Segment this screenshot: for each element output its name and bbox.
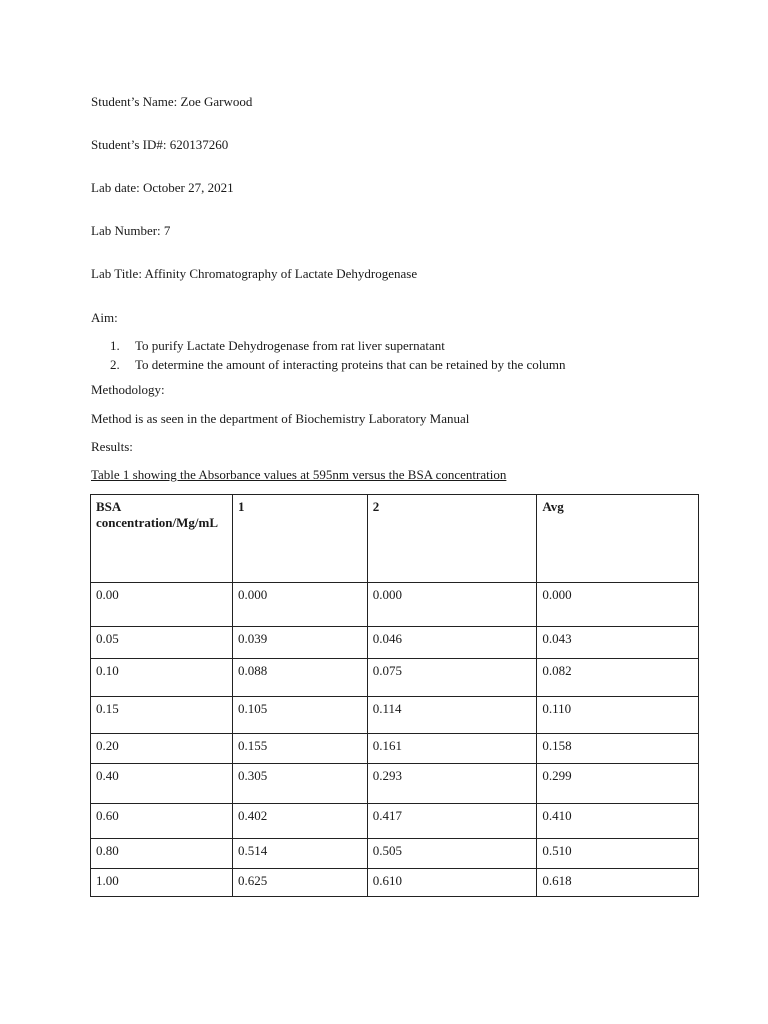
table-cell: 0.80 <box>91 839 233 869</box>
table-row <box>91 734 699 764</box>
table-cell: 0.114 <box>367 697 537 734</box>
student-name: Student’s Name: Zoe Garwood <box>91 94 253 109</box>
table-cell: 0.110 <box>537 697 699 734</box>
table-cell: 0.417 <box>367 804 537 839</box>
table-cell: 0.000 <box>367 583 537 627</box>
table-cell: 0.158 <box>537 734 699 764</box>
table-cell: 0.610 <box>367 869 537 897</box>
table-row <box>91 869 699 897</box>
table-row <box>91 764 699 804</box>
table-cell: 0.000 <box>537 583 699 627</box>
table-cell: 0.60 <box>91 804 233 839</box>
student-id: Student’s ID#: 620137260 <box>91 137 229 152</box>
table-cell: 0.039 <box>232 627 367 659</box>
aim-item-text: To determine the amount of interacting proteins that can be retained by the column <box>135 357 566 372</box>
table-row <box>91 659 699 697</box>
table-cell: 0.082 <box>537 659 699 697</box>
aim-item-text: To purify Lactate Dehydrogenase from rat liver supernatant <box>135 338 445 353</box>
table-cell: 0.15 <box>91 697 233 734</box>
table-cell: 0.155 <box>232 734 367 764</box>
header-bsa-concentration: BSA concentration/Mg/mL <box>91 495 233 583</box>
table-cell: 0.000 <box>232 583 367 627</box>
header-average: Avg <box>537 495 699 583</box>
table-cell: 0.20 <box>91 734 233 764</box>
table-row <box>91 627 699 659</box>
table-row <box>91 697 699 734</box>
table-cell: 0.293 <box>367 764 537 804</box>
table-cell: 1.00 <box>91 869 233 897</box>
header-trial-1: 1 <box>232 495 367 583</box>
table-cell: 0.00 <box>91 583 233 627</box>
table-cell: 0.510 <box>537 839 699 869</box>
table-row <box>91 839 699 869</box>
table-cell: 0.410 <box>537 804 699 839</box>
table-cell: 0.514 <box>232 839 367 869</box>
lab-number: Lab Number: 7 <box>91 223 171 238</box>
methodology-heading: Methodology: <box>91 382 165 397</box>
aim-item <box>91 355 566 374</box>
table-header-row <box>91 495 699 583</box>
aim-item <box>91 336 545 355</box>
table-caption: Table 1 showing the Absorbance values at 595nm versus the BSA concentration <box>91 467 507 482</box>
table-cell: 0.046 <box>367 627 537 659</box>
aim-heading: Aim: <box>91 310 118 325</box>
table-cell: 0.305 <box>232 764 367 804</box>
lab-title: Lab Title: Affinity Chromatography of Lactate Dehydrogenase <box>91 266 418 281</box>
table-cell: 0.625 <box>232 869 367 897</box>
table-cell: 0.075 <box>367 659 537 697</box>
lab-date: Lab date: October 27, 2021 <box>91 180 234 195</box>
table-cell: 0.05 <box>91 627 233 659</box>
table-cell: 0.40 <box>91 764 233 804</box>
table-cell: 0.402 <box>232 804 367 839</box>
table-row <box>91 583 699 627</box>
results-heading: Results: <box>91 439 133 454</box>
table-cell: 0.105 <box>232 697 367 734</box>
table-row <box>91 804 699 839</box>
methodology-text: Method is as seen in the department of Biochemistry Laboratory Manual <box>91 411 470 426</box>
table-cell: 0.299 <box>537 764 699 804</box>
table-cell: 0.10 <box>91 659 233 697</box>
header-trial-2: 2 <box>367 495 537 583</box>
aim-list <box>91 336 566 374</box>
table-cell: 0.618 <box>537 869 699 897</box>
table-cell: 0.043 <box>537 627 699 659</box>
table-cell: 0.088 <box>232 659 367 697</box>
table-cell: 0.505 <box>367 839 537 869</box>
absorbance-table <box>90 494 699 897</box>
aim-item-number: 1. <box>110 338 120 353</box>
table-cell: 0.161 <box>367 734 537 764</box>
aim-item-number: 2. <box>110 357 120 372</box>
